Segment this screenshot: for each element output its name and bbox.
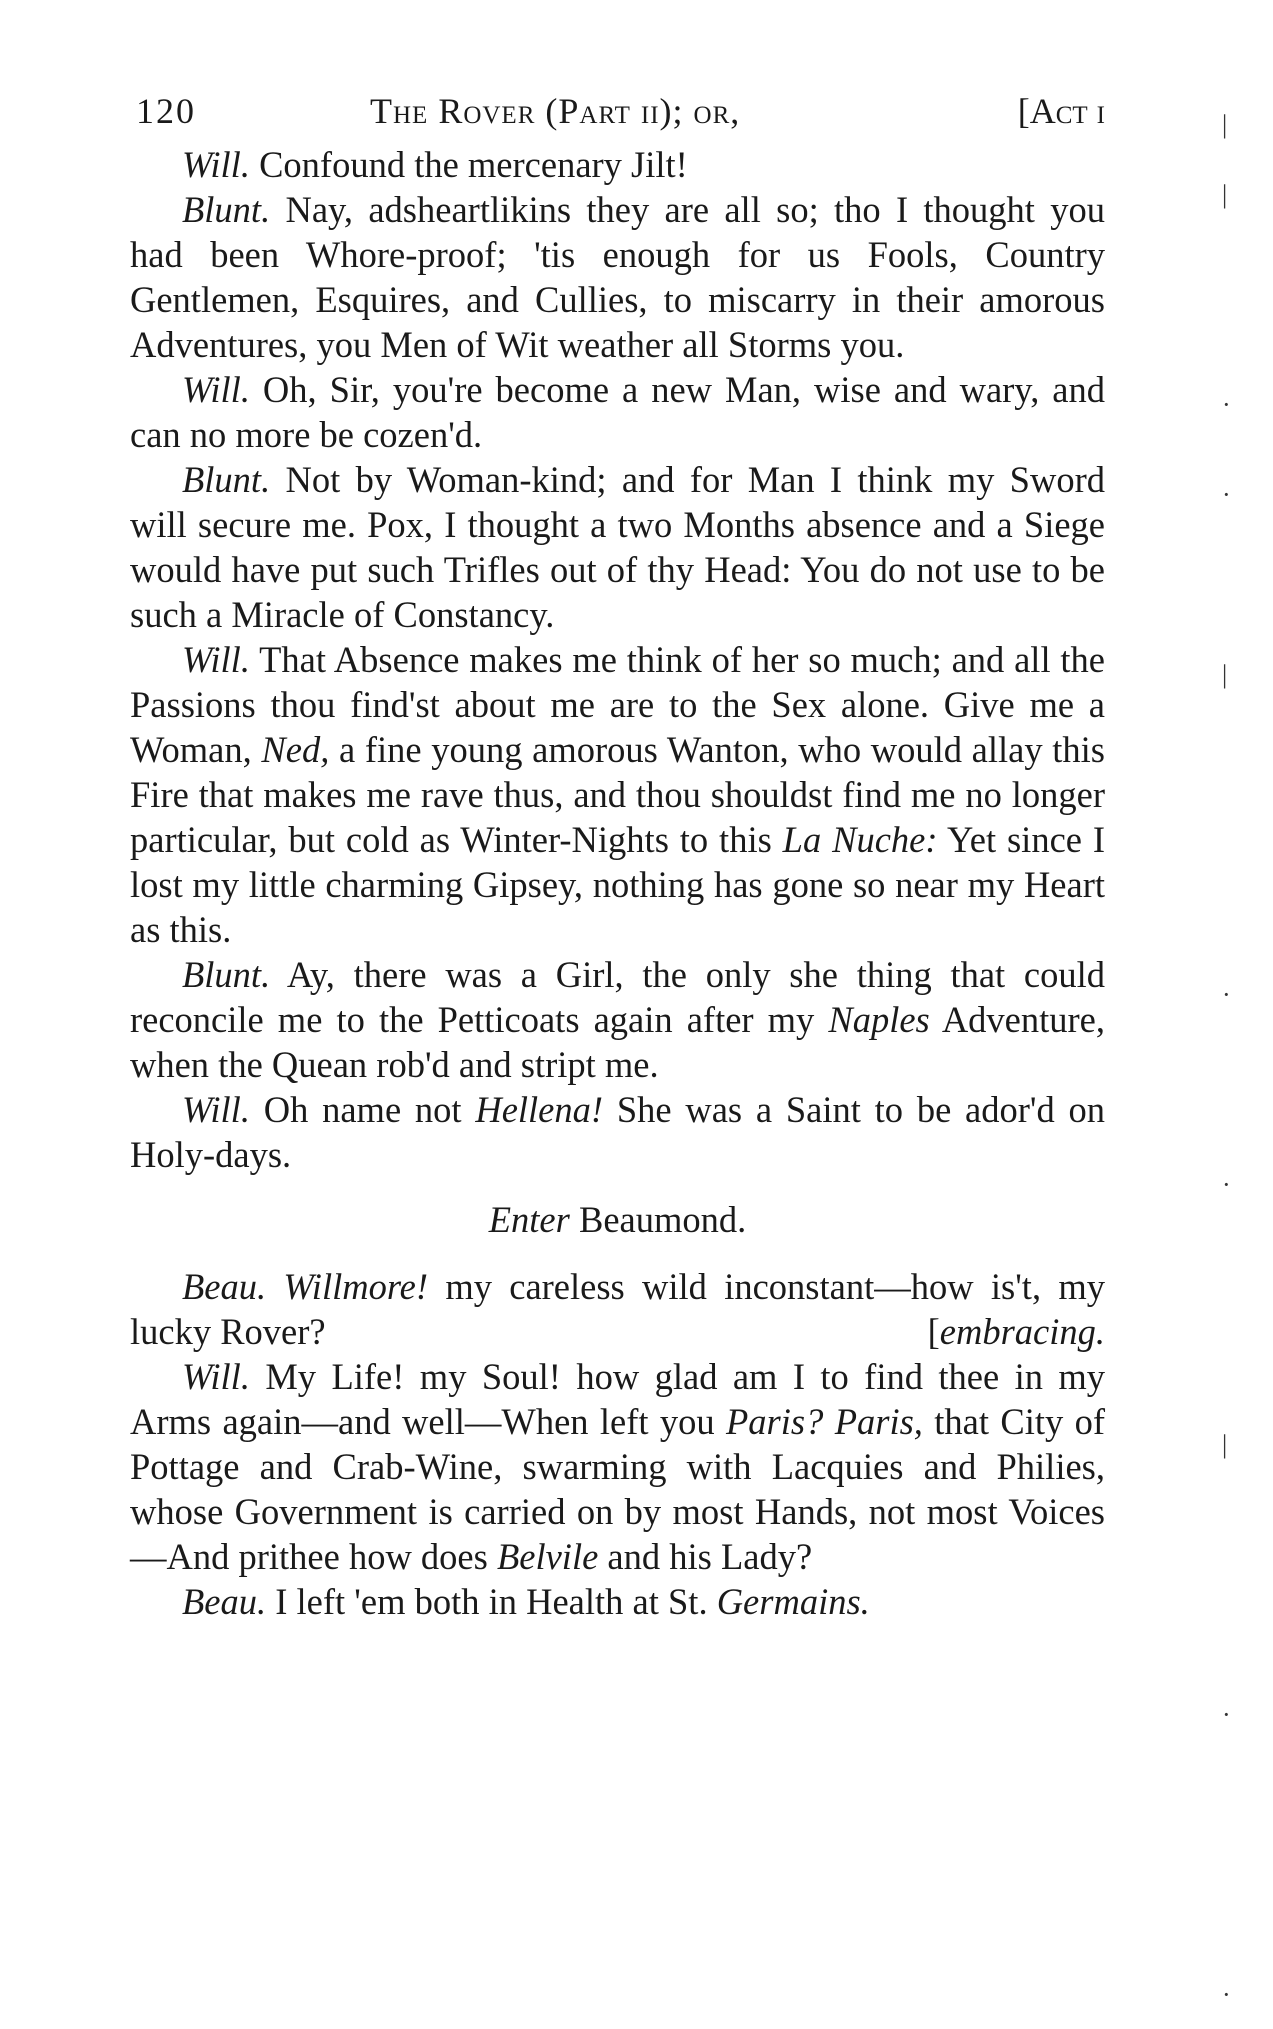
speech-text: Confound the mercenary Jilt!	[249, 144, 688, 185]
stage-direction	[130, 1197, 1105, 1242]
act-label: [Act i	[1017, 91, 1105, 131]
speech-text: my careless wild inconstant—how is't, my lucky Rover?	[130, 1266, 1105, 1352]
stage-enter: Enter	[488, 1199, 570, 1240]
speech-2	[130, 187, 1105, 367]
speaker-name: Will.	[182, 1356, 250, 1397]
speaker-name: Will.	[182, 1089, 250, 1130]
speech-3	[130, 367, 1105, 457]
scan-edge-marks	[1222, 0, 1252, 2029]
speech-text: and his Lady?	[598, 1536, 813, 1577]
space	[266, 1266, 283, 1307]
stage-character: Beaumond.	[569, 1199, 747, 1240]
speech-text: Oh, Sir, you're become a new Man, wise and wary, and can no more be cozen'd.	[130, 369, 1105, 455]
speech-8	[130, 1264, 1105, 1354]
speaker-name: Beau.	[182, 1266, 267, 1307]
speaker-name: Will.	[182, 144, 250, 185]
scan-mark-icon: ·	[1222, 980, 1231, 1009]
aside-direction	[876, 1309, 1105, 1354]
speech-text: Ay, there was a Girl, the only she thing that could reconcile me to the Petticoats again after my	[130, 954, 1105, 1040]
speech-text: a fine young amorous Wanton, who would allay this Fire that makes me rave thus, and thou shouldst find me no longer particular, but cold as Winter-Nights to this	[130, 729, 1105, 860]
aside-bracket: [	[927, 1311, 940, 1352]
scan-mark-icon: |	[1222, 660, 1228, 689]
speaker-name: Blunt.	[182, 954, 271, 995]
scan-mark-icon: ·	[1222, 390, 1231, 419]
italic-place: Paris?	[725, 1401, 824, 1442]
speaker-name: Will.	[182, 639, 250, 680]
scan-mark-icon: |	[1222, 1430, 1228, 1459]
speaker-name: Will.	[182, 369, 250, 410]
speech-5	[130, 637, 1105, 952]
speech-4	[130, 457, 1105, 637]
italic-name: Willmore!	[283, 1266, 429, 1307]
speech-text: that City of Pottage and Crab-Wine, swarming with Lacquies and Philies, whose Government is carried on by most Hands, not most Voices—And prithee how does	[130, 1401, 1106, 1577]
italic-name: Hellena!	[475, 1089, 604, 1130]
scan-mark-icon: ·	[1222, 1980, 1231, 2009]
speaker-name: Beau.	[182, 1581, 267, 1622]
italic-name: La Nuche:	[782, 819, 938, 860]
scan-mark-icon: ·	[1222, 1700, 1231, 1729]
italic-place: Naples	[828, 999, 930, 1040]
speech-text: My Life! my Soul! how glad am I to find thee in my Arms again—and well—When left you	[130, 1356, 1105, 1442]
aside-text: embracing.	[939, 1311, 1105, 1352]
italic-place: Paris,	[834, 1401, 923, 1442]
speech-text: Yet since I lost my little charming Gipsey, nothing has gone so near my Heart as this.	[130, 819, 1106, 950]
play-text	[130, 142, 1105, 1624]
running-title: The Rover (Part ii); or,	[370, 91, 741, 131]
speech-text: Nay, adsheartlikins they are all so; tho I thought you had been Whore-proof; 'tis enough for us Fools, Country Gentlemen, Esquires, and Cullies, to miscarry in their amorous Adventures, you Men of Wit weather all Storms you.	[130, 189, 1105, 365]
scan-mark-icon: |	[1222, 110, 1228, 139]
italic-name: Belvile	[496, 1536, 599, 1577]
speech-1	[130, 142, 1105, 187]
speaker-name: Blunt.	[182, 189, 271, 230]
scan-mark-icon: |	[1222, 180, 1228, 209]
speech-text: Oh name not	[249, 1089, 476, 1130]
speech-text: She was a Saint to be ador'd on Holy-days.	[130, 1089, 1105, 1175]
italic-place: Germains.	[716, 1581, 870, 1622]
speech-6	[130, 952, 1105, 1087]
scan-mark-icon: ·	[1222, 1170, 1231, 1199]
space	[823, 1401, 834, 1442]
speech-text: Not by Woman-kind; and for Man I think my Sword will secure me. Pox, I thought a two Months absence and a Siege would have put such Trifles out of thy Head: You do not use to be such a Miracle of Constancy.	[130, 459, 1105, 635]
speaker-name: Blunt.	[182, 459, 271, 500]
page-header	[130, 90, 1105, 142]
speech-10	[130, 1579, 1105, 1624]
speech-9	[130, 1354, 1105, 1579]
italic-name: Ned,	[261, 729, 330, 770]
speech-text: Adventure, when the Quean rob'd and stript me.	[130, 999, 1106, 1085]
book-page	[130, 90, 1105, 1624]
speech-text: I left 'em both in Health at St.	[266, 1581, 717, 1622]
page-number: 120	[136, 91, 196, 131]
speech-text: That Absence makes me think of her so much; and all the Passions thou find'st about me are to the Sex alone. Give me a Woman,	[130, 639, 1105, 770]
scan-mark-icon: ·	[1222, 480, 1231, 509]
speech-7	[130, 1087, 1105, 1177]
